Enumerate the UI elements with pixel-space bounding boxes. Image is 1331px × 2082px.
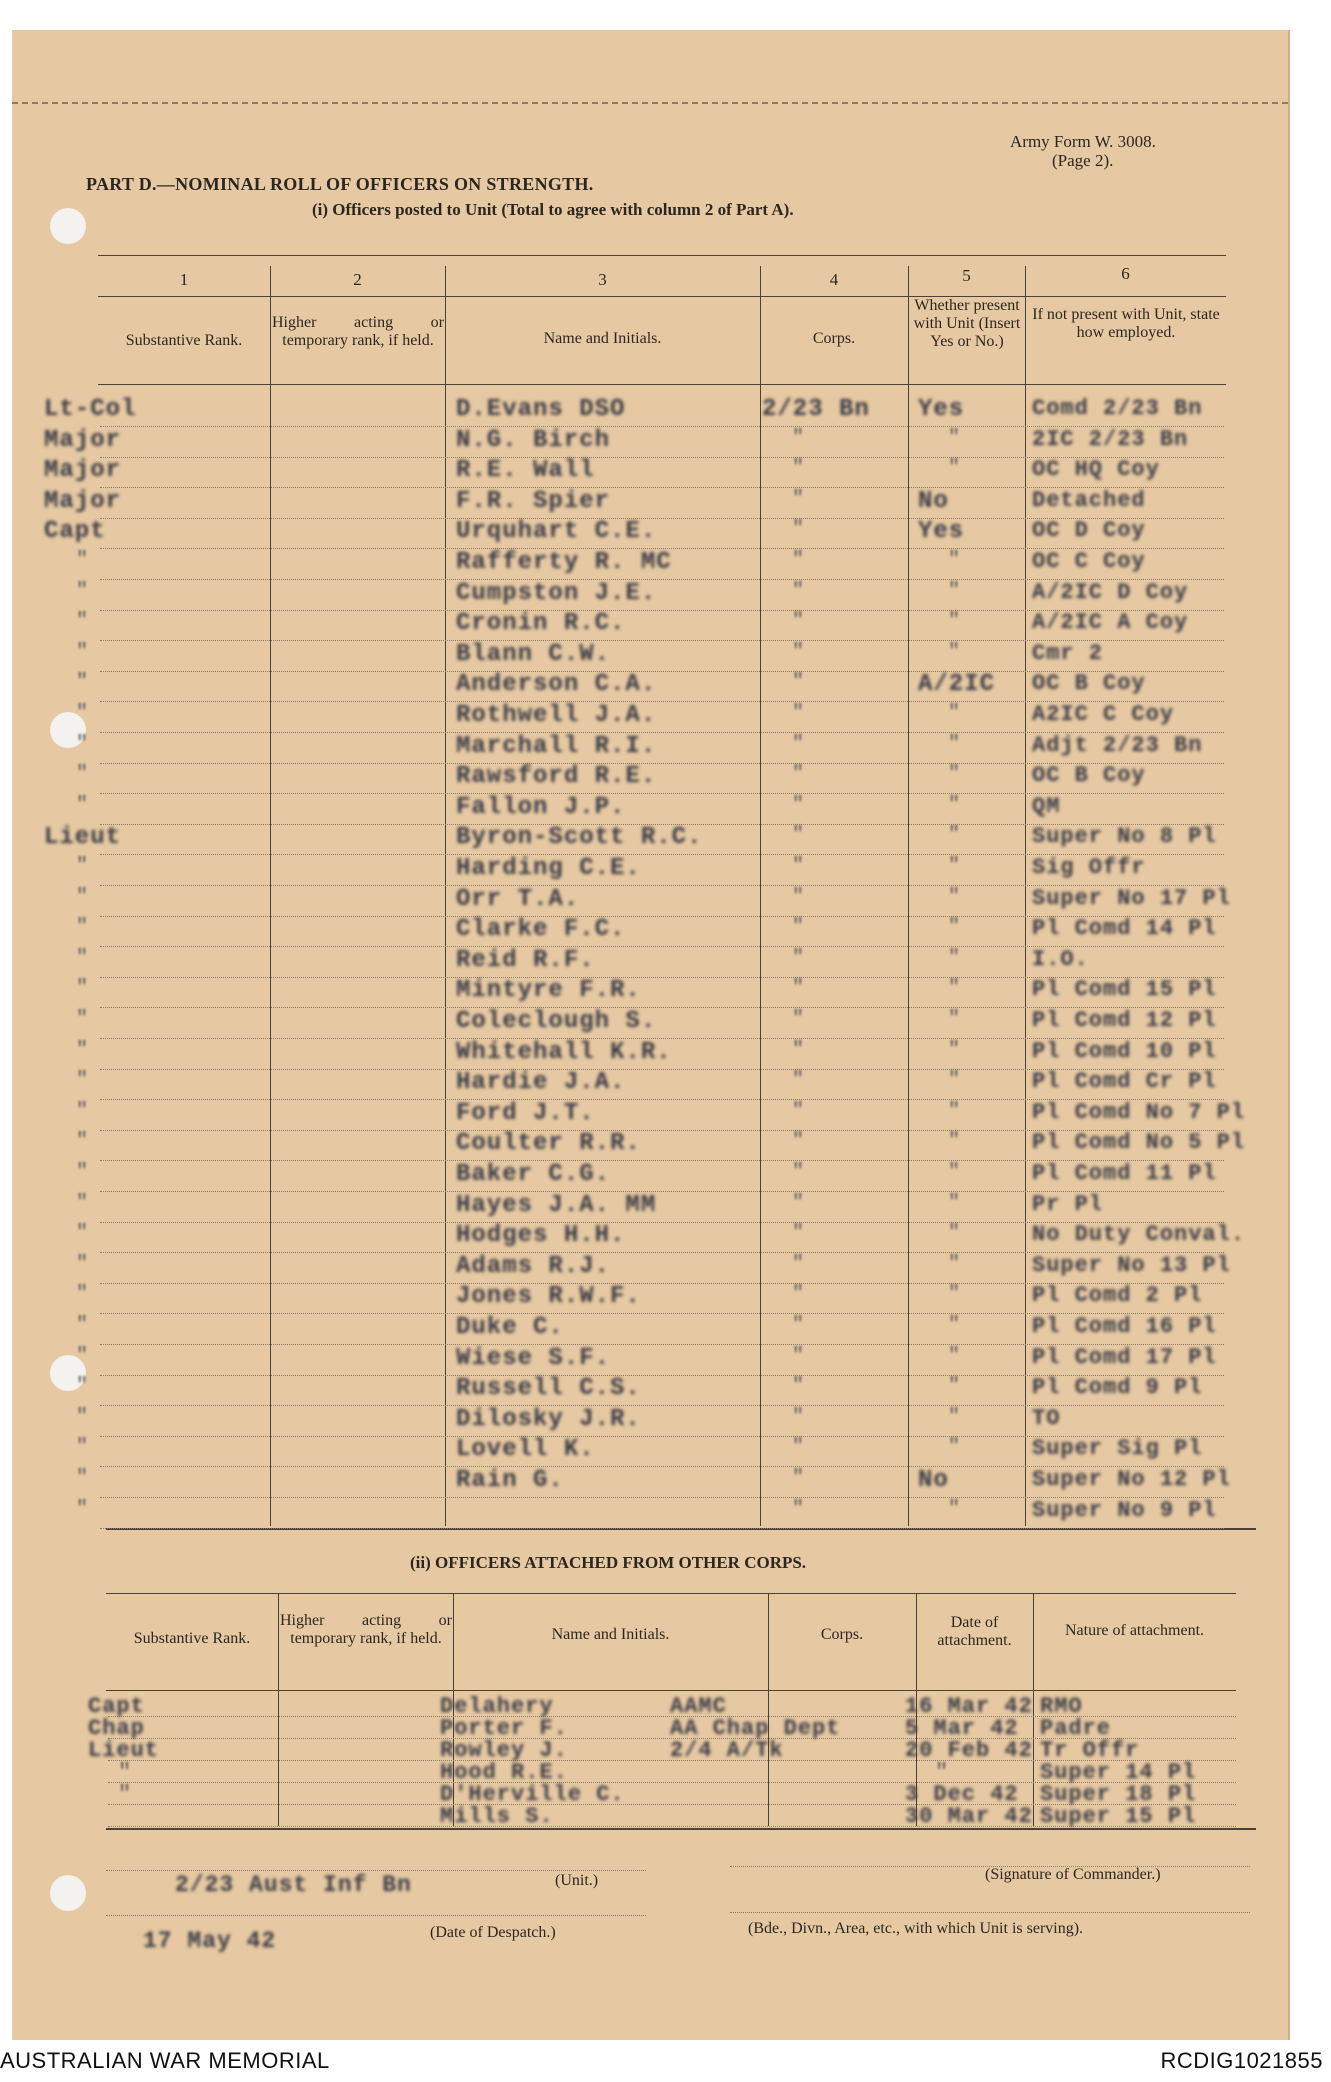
present-cell: " xyxy=(948,610,961,634)
formation-label: (Bde., Divn., Area, etc., with which Unit is serving). xyxy=(748,1920,1084,1937)
name-cell: Delahery xyxy=(440,1694,554,1719)
employed-cell: Pl Comd 16 Pl xyxy=(1032,1314,1217,1339)
name-cell: Rowley J. xyxy=(440,1738,568,1763)
header-ii-name-initials: Name and Initials. xyxy=(551,1626,670,1643)
rank-cell: " xyxy=(76,1375,89,1399)
date-cell: 30 Mar 42 xyxy=(905,1804,1033,1829)
employed-cell: OC D Coy xyxy=(1032,518,1146,544)
name-cell: Hardie J.A. xyxy=(456,1069,626,1097)
name-cell: Hodges H.H. xyxy=(456,1222,626,1250)
employed-cell: Pl Comd No 5 Pl xyxy=(1032,1130,1246,1156)
employed-cell: Adjt 2/23 Bn xyxy=(1032,732,1203,758)
employed-cell: Detached xyxy=(1032,487,1146,513)
present-cell: " xyxy=(948,1344,961,1368)
corps-cell: " xyxy=(792,1314,805,1337)
rank-cell: " xyxy=(76,1161,89,1184)
name-cell: N.G. Birch xyxy=(456,426,611,454)
name-cell: Mills S. xyxy=(440,1804,554,1829)
corps-cell: 2/4 A/Tk xyxy=(670,1738,784,1763)
corps-cell: " xyxy=(792,1283,805,1307)
corps-cell: " xyxy=(792,1008,805,1031)
present-cell: " xyxy=(948,1069,961,1093)
name-cell: Reid R.F. xyxy=(456,946,595,974)
header-ii-higher-rank: Higher acting or temporary rank, if held. xyxy=(280,1612,452,1647)
name-cell: Harding C.E. xyxy=(456,855,641,882)
corps-cell: " xyxy=(792,1375,805,1399)
rank-cell: " xyxy=(76,1222,89,1246)
army-form-reference: Army Form W. 3008. (Page 2). xyxy=(1010,132,1156,170)
col-divider xyxy=(760,266,761,1526)
unit-value: 2/23 Aust Inf Bn xyxy=(175,1872,412,1898)
present-cell: " xyxy=(948,1008,961,1031)
present-cell: " xyxy=(948,793,961,817)
name-cell: Duke C. xyxy=(456,1314,564,1341)
name-cell: Marchall R.I. xyxy=(456,732,657,760)
rank-cell: " xyxy=(76,1252,89,1276)
name-cell: Rafferty R. MC xyxy=(456,549,672,576)
name-cell: Coleclough S. xyxy=(456,1008,657,1035)
present-cell: No xyxy=(918,1467,949,1494)
corps-cell: " xyxy=(792,793,805,817)
name-cell: D'Herville C. xyxy=(440,1782,625,1807)
employed-cell: A/2IC A Coy xyxy=(1032,610,1189,636)
employed-cell: I.O. xyxy=(1032,946,1089,972)
corps-cell: " xyxy=(792,1252,805,1276)
table-top-border xyxy=(98,255,1226,256)
rank-cell: Lieut xyxy=(88,1738,160,1763)
rank-cell: " xyxy=(76,640,89,664)
employed-cell: Pl Comd Cr Pl xyxy=(1032,1069,1217,1095)
date-cell: 16 Mar 42 xyxy=(905,1694,1033,1719)
rank-cell: " xyxy=(76,671,89,695)
employed-cell: A2IC C Coy xyxy=(1032,702,1175,727)
rank-cell: " xyxy=(76,977,89,1001)
rank-cell: " xyxy=(76,855,89,878)
despatch-value: 17 May 42 xyxy=(143,1928,277,1954)
present-cell: " xyxy=(948,1497,961,1521)
rank-cell: " xyxy=(76,793,89,817)
name-cell: Orr T.A. xyxy=(456,885,580,913)
rank-cell: " xyxy=(76,610,89,634)
name-cell: Dilosky J.R. xyxy=(456,1405,641,1433)
name-cell: Byron-Scott R.C. xyxy=(456,824,703,852)
corps-cell: " xyxy=(792,916,805,940)
col-number-3: 3 xyxy=(598,270,607,289)
name-cell: Cronin R.C. xyxy=(456,610,626,638)
punch-hole xyxy=(50,208,86,244)
name-cell: Whitehall K.R. xyxy=(456,1038,672,1066)
corps-cell: " xyxy=(792,671,805,695)
present-cell: " xyxy=(948,579,961,603)
col-divider xyxy=(270,266,271,1526)
table-ii-top-border xyxy=(106,1593,1236,1594)
employed-cell: 2IC 2/23 Bn xyxy=(1032,426,1189,452)
name-cell: Cumpston J.E. xyxy=(456,579,657,607)
present-cell: " xyxy=(948,1222,961,1246)
formation-line xyxy=(730,1912,1250,1913)
nature-cell: Tr Offr xyxy=(1040,1738,1140,1763)
present-cell: " xyxy=(948,1099,961,1123)
present-cell: " xyxy=(948,977,961,1001)
corps-cell: " xyxy=(792,1436,805,1460)
corps-cell: AA Chap Dept xyxy=(670,1716,841,1741)
footer-archive-name: AUSTRALIAN WAR MEMORIAL xyxy=(0,2048,330,2073)
name-cell: Adams R.J. xyxy=(456,1252,611,1280)
rank-cell: Lieut xyxy=(44,824,122,852)
name-cell: Blann C.W. xyxy=(456,640,611,668)
col-divider xyxy=(908,266,909,1526)
header-substantive-rank: Substantive Rank. xyxy=(125,332,243,349)
corps-cell: " xyxy=(792,579,805,603)
employed-cell: OC B Coy xyxy=(1032,671,1146,697)
name-cell: Baker C.G. xyxy=(456,1161,611,1188)
corps-cell: " xyxy=(792,1405,805,1429)
rank-cell: " xyxy=(76,1405,89,1429)
rank-cell: Major xyxy=(44,487,122,515)
employed-cell: Sig Offr xyxy=(1032,855,1146,880)
header-name-initials: Name and Initials. xyxy=(543,330,662,347)
part-title: PART D.—NOMINAL ROLL OF OFFICERS ON STRENGTH. xyxy=(86,174,594,194)
corps-cell: " xyxy=(792,610,805,634)
punch-hole xyxy=(50,1875,86,1911)
corps-cell: " xyxy=(792,1161,805,1184)
name-cell: F.R. Spier xyxy=(456,487,611,515)
present-cell: " xyxy=(948,457,961,481)
header-ii-date: Date of attachment. xyxy=(937,1614,1012,1649)
rank-cell: " xyxy=(118,1760,132,1785)
corps-cell: " xyxy=(792,977,805,1001)
rank-cell: " xyxy=(118,1782,132,1807)
rank-cell: " xyxy=(76,732,89,756)
corps-cell: " xyxy=(792,763,805,787)
present-cell: " xyxy=(948,1436,961,1460)
corps-cell: " xyxy=(792,1344,805,1368)
corps-cell: " xyxy=(792,1191,805,1215)
corps-cell: " xyxy=(792,1069,805,1093)
present-cell: " xyxy=(948,1283,961,1307)
present-cell: A/2IC xyxy=(918,671,996,699)
footer-record-id: RCDIG1021855 xyxy=(1160,2048,1323,2073)
present-cell: " xyxy=(948,1375,961,1399)
employed-cell: Super No 9 Pl xyxy=(1032,1497,1217,1523)
present-cell: " xyxy=(948,1130,961,1154)
name-cell: Clarke F.C. xyxy=(456,916,626,944)
present-cell: " xyxy=(948,916,961,940)
corps-cell: " xyxy=(792,824,805,848)
rank-cell: " xyxy=(76,1467,89,1490)
rank-cell: Capt xyxy=(44,518,106,546)
employed-cell: Super Sig Pl xyxy=(1032,1436,1203,1462)
nature-cell: Padre xyxy=(1040,1716,1112,1741)
employed-cell: Super No 8 Pl xyxy=(1032,824,1217,850)
rank-cell: " xyxy=(76,1038,89,1062)
name-cell: Urquhart C.E. xyxy=(456,518,657,546)
employed-cell: Comd 2/23 Bn xyxy=(1032,396,1203,421)
employed-cell: Pl Comd 2 Pl xyxy=(1032,1283,1203,1309)
employed-cell: Super No 13 Pl xyxy=(1032,1252,1231,1278)
col-divider xyxy=(1025,266,1026,1526)
present-cell: " xyxy=(948,426,961,450)
present-cell: " xyxy=(948,824,961,848)
corps-cell: " xyxy=(792,946,805,970)
rank-cell: " xyxy=(76,1130,89,1154)
date-cell: 5 Mar 42 xyxy=(905,1716,1019,1741)
table-ii-header-border xyxy=(106,1690,1236,1691)
colnum-row-border xyxy=(98,296,1226,297)
section-ii-title: (ii) OFFICERS ATTACHED FROM OTHER CORPS. xyxy=(410,1553,807,1572)
present-cell: " xyxy=(948,1314,961,1337)
employed-cell: Pl Comd 9 Pl xyxy=(1032,1375,1203,1401)
corps-cell: " xyxy=(792,549,805,572)
rank-cell: " xyxy=(76,702,89,725)
col-number-6: 6 xyxy=(1121,264,1130,283)
col-number-5: 5 xyxy=(962,266,971,285)
corps-cell: " xyxy=(792,702,805,725)
name-cell: Jones R.W.F. xyxy=(456,1283,641,1311)
header-ii-substantive-rank: Substantive Rank. xyxy=(133,1630,251,1647)
employed-cell: A/2IC D Coy xyxy=(1032,579,1189,605)
employed-cell: Pl Comd 10 Pl xyxy=(1032,1038,1217,1064)
perforation-line xyxy=(12,102,1288,104)
corps-cell: " xyxy=(792,1222,805,1246)
employed-cell: OC B Coy xyxy=(1032,763,1146,789)
corps-cell: " xyxy=(792,1130,805,1154)
header-ii-corps: Corps. xyxy=(820,1626,864,1643)
employed-cell: TO xyxy=(1032,1405,1061,1431)
employed-cell: Pr Pl xyxy=(1032,1191,1104,1217)
employed-cell: Pl Comd No 7 Pl xyxy=(1032,1099,1246,1125)
rank-cell: Chap xyxy=(88,1716,145,1741)
corps-cell: " xyxy=(792,1497,805,1521)
present-cell: " xyxy=(948,763,961,787)
present-cell: " xyxy=(948,732,961,756)
employed-cell: Pl Comd 15 Pl xyxy=(1032,977,1217,1003)
employed-cell: Pl Comd 14 Pl xyxy=(1032,916,1217,942)
date-cell: 20 Feb 42 xyxy=(905,1738,1033,1763)
name-cell: Lovell K. xyxy=(456,1436,595,1464)
name-cell: Hayes J.A. MM xyxy=(456,1191,657,1219)
rank-cell: " xyxy=(76,1314,89,1337)
name-cell: Hood R.E. xyxy=(440,1760,568,1785)
rank-cell: Major xyxy=(44,426,122,454)
rank-cell: " xyxy=(76,549,89,572)
name-cell: Rothwell J.A. xyxy=(456,702,657,729)
present-cell: Yes xyxy=(918,396,965,423)
name-cell: Coulter R.R. xyxy=(456,1130,641,1158)
corps-cell: " xyxy=(792,1099,805,1123)
present-cell: " xyxy=(948,855,961,878)
signature-label: (Signature of Commander.) xyxy=(985,1866,1161,1883)
nature-cell: Super 14 Pl xyxy=(1040,1760,1197,1785)
present-cell: " xyxy=(948,946,961,970)
present-cell: " xyxy=(948,640,961,664)
header-bottom-border xyxy=(98,384,1226,385)
name-cell: Mintyre F.R. xyxy=(456,977,641,1005)
rank-cell: " xyxy=(76,1008,89,1031)
rank-cell: Capt xyxy=(88,1694,145,1719)
corps-cell: " xyxy=(792,457,805,481)
employed-cell: Pl Comd 11 Pl xyxy=(1032,1161,1217,1186)
date-cell: " xyxy=(935,1760,949,1785)
rank-cell: " xyxy=(76,885,89,909)
despatch-label: (Date of Despatch.) xyxy=(430,1924,556,1941)
present-cell: " xyxy=(948,1161,961,1184)
corps-cell: AAMC xyxy=(670,1694,727,1719)
employed-cell: QM xyxy=(1032,793,1061,819)
corps-cell: " xyxy=(792,855,805,878)
employed-cell: Pl Comd 17 Pl xyxy=(1032,1344,1217,1370)
employed-cell: Super No 12 Pl xyxy=(1032,1467,1231,1492)
employed-cell: OC C Coy xyxy=(1032,549,1146,574)
rank-cell: " xyxy=(76,946,89,970)
present-cell: " xyxy=(948,1191,961,1215)
corps-cell: 2/23 Bn xyxy=(762,396,870,423)
corps-cell: " xyxy=(792,1038,805,1062)
nature-cell: Super 15 Pl xyxy=(1040,1804,1197,1829)
header-higher-rank: Higher acting or temporary rank, if held. xyxy=(272,314,444,349)
employed-cell: No Duty Conval. xyxy=(1032,1222,1246,1248)
name-cell: D.Evans DSO xyxy=(456,396,626,423)
header-corps: Corps. xyxy=(812,330,856,347)
present-cell: " xyxy=(948,1405,961,1429)
present-cell: " xyxy=(948,549,961,572)
present-cell: No xyxy=(918,487,949,515)
name-cell: Porter F. xyxy=(440,1716,568,1741)
col-divider xyxy=(445,266,446,1526)
employed-cell: Pl Comd 12 Pl xyxy=(1032,1008,1217,1033)
corps-cell: " xyxy=(792,640,805,664)
rank-cell: " xyxy=(76,1069,89,1093)
corps-cell: " xyxy=(792,885,805,909)
rank-cell: " xyxy=(76,916,89,940)
header-present: Whether present with Unit (Insert Yes or No.) xyxy=(913,297,1021,350)
present-cell: " xyxy=(948,702,961,725)
name-cell: Russell C.S. xyxy=(456,1375,641,1403)
corps-cell: " xyxy=(792,1467,805,1490)
present-cell: Yes xyxy=(918,518,965,546)
section-i-title: (i) Officers posted to Unit (Total to agree with column 2 of Part A). xyxy=(312,200,794,219)
corps-cell: " xyxy=(792,732,805,756)
corps-cell: " xyxy=(792,487,805,511)
name-cell: Rain G. xyxy=(456,1467,564,1494)
employed-cell: Cmr 2 xyxy=(1032,640,1104,666)
rank-cell: " xyxy=(76,1283,89,1307)
employed-cell: OC HQ Coy xyxy=(1032,457,1160,483)
present-cell: " xyxy=(948,885,961,909)
nature-cell: Super 18 Pl xyxy=(1040,1782,1197,1807)
despatch-line xyxy=(106,1915,646,1916)
name-cell: Fallon J.P. xyxy=(456,793,626,821)
rank-cell: " xyxy=(76,1497,89,1521)
unit-line xyxy=(106,1870,646,1871)
employed-cell: Super No 17 Pl xyxy=(1032,885,1231,911)
rank-cell: " xyxy=(76,1436,89,1460)
rank-cell: " xyxy=(76,579,89,603)
unit-label: (Unit.) xyxy=(555,1872,599,1889)
nature-cell: RMO xyxy=(1040,1694,1083,1719)
name-cell: Anderson C.A. xyxy=(456,671,657,699)
col-number-1: 1 xyxy=(179,270,189,289)
present-cell: " xyxy=(948,1038,961,1062)
col-divider xyxy=(278,1593,279,1826)
col-number-2: 2 xyxy=(353,270,362,289)
name-cell: Wiese S.F. xyxy=(456,1344,611,1372)
header-ii-nature: Nature of attachment. xyxy=(1064,1622,1205,1639)
col-number-4: 4 xyxy=(829,270,839,289)
rank-cell: " xyxy=(76,763,89,787)
rank-cell: " xyxy=(76,1344,89,1368)
corps-cell: " xyxy=(792,518,805,542)
name-cell: Rawsford R.E. xyxy=(456,763,657,791)
name-cell: R.E. Wall xyxy=(456,457,595,485)
row-rule xyxy=(100,1528,1224,1529)
date-cell: 3 Dec 42 xyxy=(905,1782,1019,1807)
rank-cell: Major xyxy=(44,457,122,485)
rank-cell: Lt-Col xyxy=(44,396,137,423)
header-employed: If not present with Unit, state how employed. xyxy=(1032,306,1220,341)
rank-cell: " xyxy=(76,1099,89,1123)
corps-cell: " xyxy=(792,426,805,450)
present-cell: " xyxy=(948,1252,961,1276)
rank-cell: " xyxy=(76,1191,89,1215)
name-cell: Ford J.T. xyxy=(456,1099,595,1127)
